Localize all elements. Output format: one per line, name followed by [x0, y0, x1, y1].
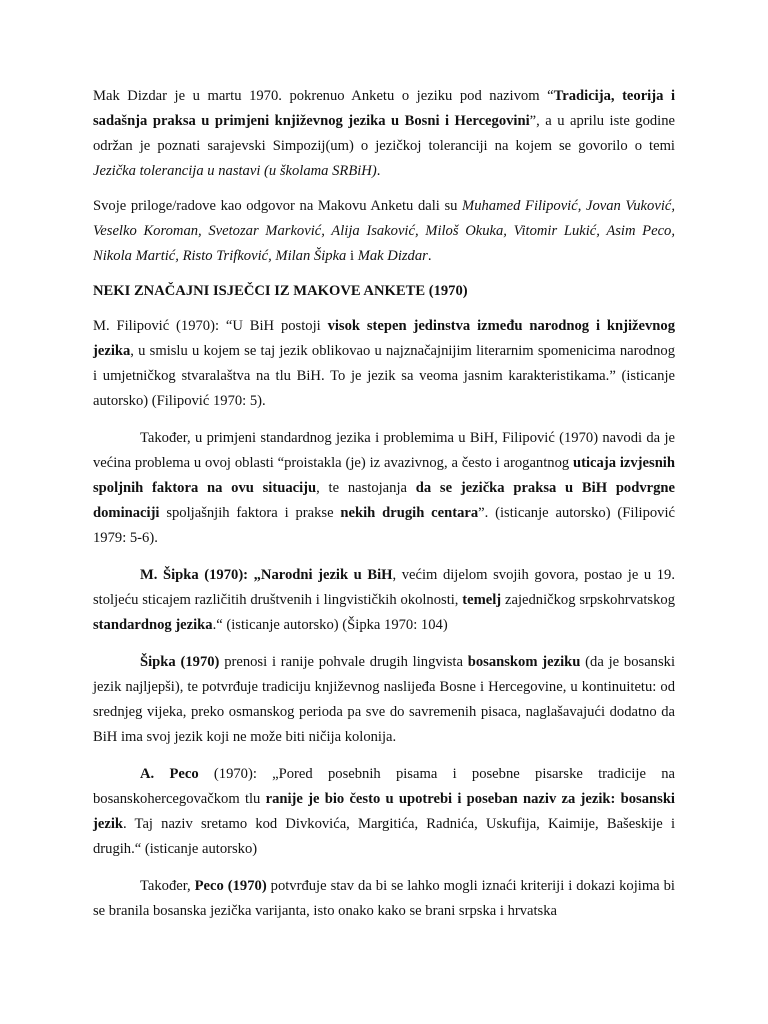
text-run: (da je bosanski jezik najljepši), te potvrđuje tradiciju književnog naslijeđa Bosne i Hercegovine, u kontinuitetu: od srednjeg vijeka, preko osmanskog perioda pa sve do savremenih pisaca, naglašavajući dodatno da BiH ima svoj jezik koji ne može biti ničija kolonija.	[93, 654, 675, 745]
italic-run: Mak Dizdar	[357, 248, 428, 264]
paragraph-peco-quote	[93, 762, 675, 862]
paragraph-sipka-quote	[93, 563, 675, 638]
paragraph-filipovic-quote	[93, 314, 675, 414]
text-run: , većim dijelom svojih govora, postao je u 19. stoljeću sticajem različitih društvenih i lingvističkih okolnosti,	[93, 567, 675, 608]
text-run: zajedničkog srpskohrvatskog	[501, 592, 675, 608]
bold-run: M. Šipka (1970): „Narodni jezik u BiH	[140, 567, 393, 583]
text-run: Mak Dizdar je u martu 1970. pokrenuo Anketu o jeziku pod nazivom “	[93, 88, 554, 104]
bold-run: Peco (1970)	[194, 878, 267, 894]
bold-run: visok stepen jedinstva između narodnog i književnog jezika	[93, 318, 675, 359]
bold-run: Tradicija, teorija i sadašnja praksa u primjeni književnog jezika u Bosni i Hercegovini	[93, 88, 675, 129]
bold-run: A. Peco	[140, 766, 199, 782]
bold-run: standardnog jezika	[93, 617, 213, 633]
bold-run: da se jezička praksa u BiH podvrgne dominaciji	[93, 480, 676, 521]
text-run: ”. (isticanje autorsko) (Filipović 1979: 5-6).	[93, 505, 675, 546]
document-page	[93, 84, 675, 936]
text-run: Također, u primjeni standardnog jezika i problemima u BiH, Filipović (1970) navodi da je većina problema u ovoj oblasti “proistakla (je) iz avazivnog, a često i arogantnog	[93, 430, 675, 471]
section-heading: NEKI ZNAČAJNI ISJEČCI IZ MAKOVE ANKETE (1970)	[93, 283, 468, 299]
text-run: i	[346, 248, 358, 264]
paragraph-peco-criteria	[93, 874, 675, 924]
text-run: Svoje priloge/radove kao odgovor na Makovu Anketu dali su	[93, 198, 463, 214]
text-run: spoljašnjih faktora i prakse	[159, 505, 341, 521]
paragraph-intro	[93, 84, 675, 184]
text-run: .	[376, 163, 381, 179]
text-run: , te nastojanja	[316, 480, 416, 496]
text-run: .“ (isticanje autorsko) (Šipka 1970: 104)	[212, 617, 448, 633]
bold-run: ranije je bio često u upotrebi i poseban naziv za jezik: bosanski jezik	[93, 791, 675, 832]
italic-run: Jezička tolerancija u nastavi (u školama SRBiH)	[93, 163, 377, 179]
bold-run: temelj	[462, 592, 502, 608]
text-run: potvrđuje stav da bi se lahko mogli iznaći kriteriji i dokazi kojima bi se branila bosanska jezička varijanta, isto onako kako se brani srpska i hrvatska	[93, 878, 675, 919]
paragraph-contributors	[93, 194, 675, 269]
text-run: (1970): „Pored posebnih pisama i posebne pisarske tradicije na bosanskohercegovačkom tlu	[93, 766, 675, 807]
bold-run: bosanskom jeziku	[467, 654, 581, 670]
paragraph-sipka-tradition	[93, 650, 675, 750]
text-run: , u smislu u kojem se taj jezik oblikovao u najznačajnijim literarnim spomenicima narodnog i umjetničkog stvaralaštva na tlu BiH. To je jezik sa veoma jasnim karakteristikama.” (isticanje autorsko) (Filipović 1970: 5).	[93, 343, 675, 409]
text-run: Također,	[140, 878, 195, 894]
text-run: .	[427, 248, 432, 264]
text-run: M. Filipović (1970): “U BiH postoji	[93, 318, 328, 334]
text-run: prenosi i ranije pohvale drugih lingvista	[219, 654, 468, 670]
bold-run: nekih drugih centara	[340, 505, 479, 521]
paragraph-filipovic-problems	[93, 426, 675, 551]
text-run: . Taj naziv sretamo kod Divkovića, Margitića, Radnića, Uskufija, Kaimije, Bašeskije i drugih.“ (isticanje autorsko)	[93, 816, 675, 857]
bold-run: uticaja izvjesnih spoljnih faktora na ovu situaciju	[93, 455, 675, 496]
text-run: ”, a u aprilu iste godine održan je poznati sarajevski Simpozij(um) o jezičkoj toleranciji na kojem se govorilo o temi	[93, 113, 675, 154]
bold-run: Šipka (1970)	[140, 654, 220, 670]
italic-run: Muhamed Filipović, Jovan Vuković, Veselko Koroman, Svetozar Marković, Alija Isaković, Miloš Okuka, Vitomir Lukić, Asim Peco, Nikola Martić, Risto Trifković, Milan Šipka	[93, 198, 675, 264]
